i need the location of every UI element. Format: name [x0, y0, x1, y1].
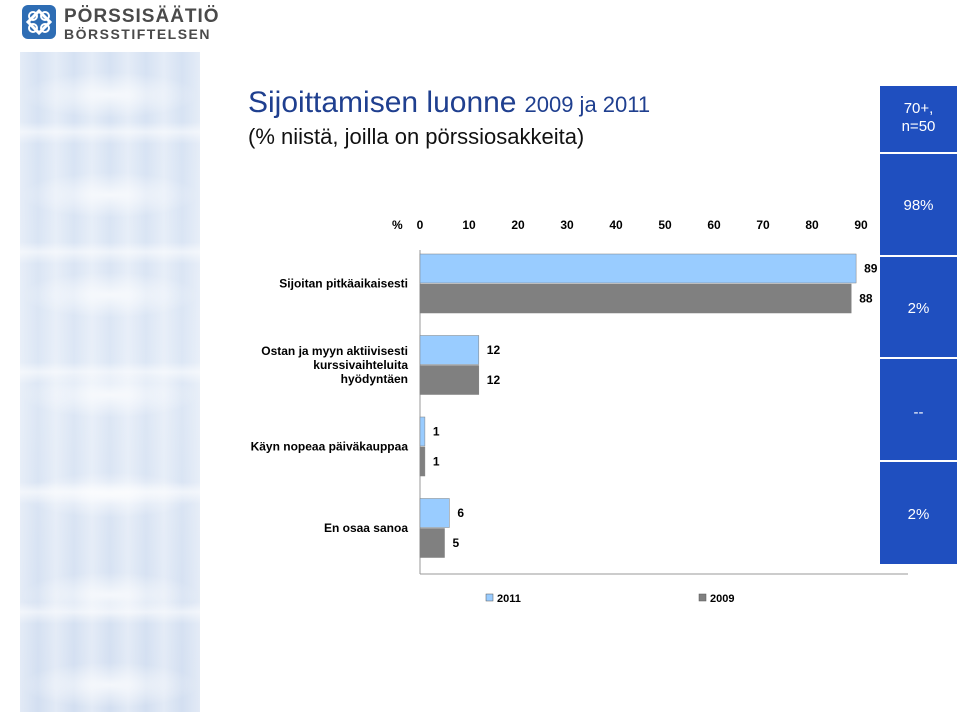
category-label: kurssivaihteluita: [313, 358, 408, 372]
legend-swatch-2009: [699, 594, 706, 601]
panel-value-day-trading: --: [913, 404, 924, 421]
data-label-2011-2: 1: [432, 424, 440, 439]
bar-2009-1: [420, 366, 479, 395]
x-tick-label: 80: [805, 218, 819, 232]
panel-divider: [880, 357, 957, 359]
logo-text-secondary: BÖRSSTIFTELSEN: [64, 26, 212, 42]
legend-swatch-2011: [486, 594, 493, 601]
data-label-2011-0: 89: [864, 261, 878, 276]
age-group-label: 70+,: [903, 100, 934, 117]
category-label: En osaa sanoa: [323, 521, 408, 535]
data-label-2011-1: 12: [486, 343, 501, 357]
data-label-2011-3: 6: [457, 506, 465, 520]
panel-value-dont-know: 2%: [907, 506, 930, 523]
bar-2009-3: [420, 529, 445, 558]
panel-divider: [880, 460, 957, 462]
bar-2011-3: [420, 499, 449, 528]
page-title: [248, 86, 650, 120]
logo-emblem-icon: [22, 5, 56, 39]
panel-divider: [880, 152, 957, 154]
category-label: Sijoitan pitkäaikaisesti: [279, 276, 408, 291]
bar-2011-0: [420, 254, 856, 283]
legend-label-2011: 2011: [497, 593, 521, 605]
page-subtitle: (% niistä, joilla on pörssiosakkeita): [248, 124, 585, 149]
x-tick-label: 90: [854, 218, 868, 232]
category-label: hyödyntäen: [340, 372, 408, 386]
axis-unit-label: %: [392, 218, 403, 232]
data-label-2009-2: 1: [432, 454, 440, 469]
title-years: 2009 ja 2011: [524, 92, 651, 117]
sample-size-label: n=50: [901, 118, 936, 135]
panel-value-active: 2%: [907, 300, 930, 317]
x-tick-label: 10: [462, 218, 476, 232]
data-label-2009-1: 12: [486, 373, 501, 387]
x-tick-label: 50: [658, 218, 672, 232]
logo: [22, 5, 222, 41]
bar-2009-0: [420, 284, 851, 313]
x-tick-label: 40: [609, 218, 623, 232]
category-label: Käyn nopeaa päiväkauppaa: [250, 439, 408, 454]
x-tick-label: 0: [416, 218, 424, 232]
x-tick-label: 60: [707, 218, 721, 232]
data-label-2009-3: 5: [452, 536, 460, 550]
panel-value-long-term: 98%: [903, 197, 934, 214]
bar-2011-2: [420, 417, 425, 446]
title-main: Sijoittamisen luonne: [248, 86, 517, 119]
age-group-panel: [880, 86, 957, 564]
logo-text-primary: PÖRSSISÄÄTIÖ: [64, 6, 220, 27]
x-tick-label: 70: [756, 218, 770, 232]
bar-2011-1: [420, 336, 479, 365]
data-label-2009-0: 88: [859, 291, 873, 306]
x-tick-label: 20: [511, 218, 525, 232]
bar-2009-2: [420, 447, 425, 476]
category-label: Ostan ja myyn aktiivisesti: [261, 344, 408, 358]
x-tick-label: 30: [560, 218, 574, 232]
legend-label-2009: 2009: [710, 593, 735, 605]
age-group-header: [880, 86, 957, 152]
decorative-side-image: [20, 52, 200, 712]
panel-divider: [880, 255, 957, 257]
